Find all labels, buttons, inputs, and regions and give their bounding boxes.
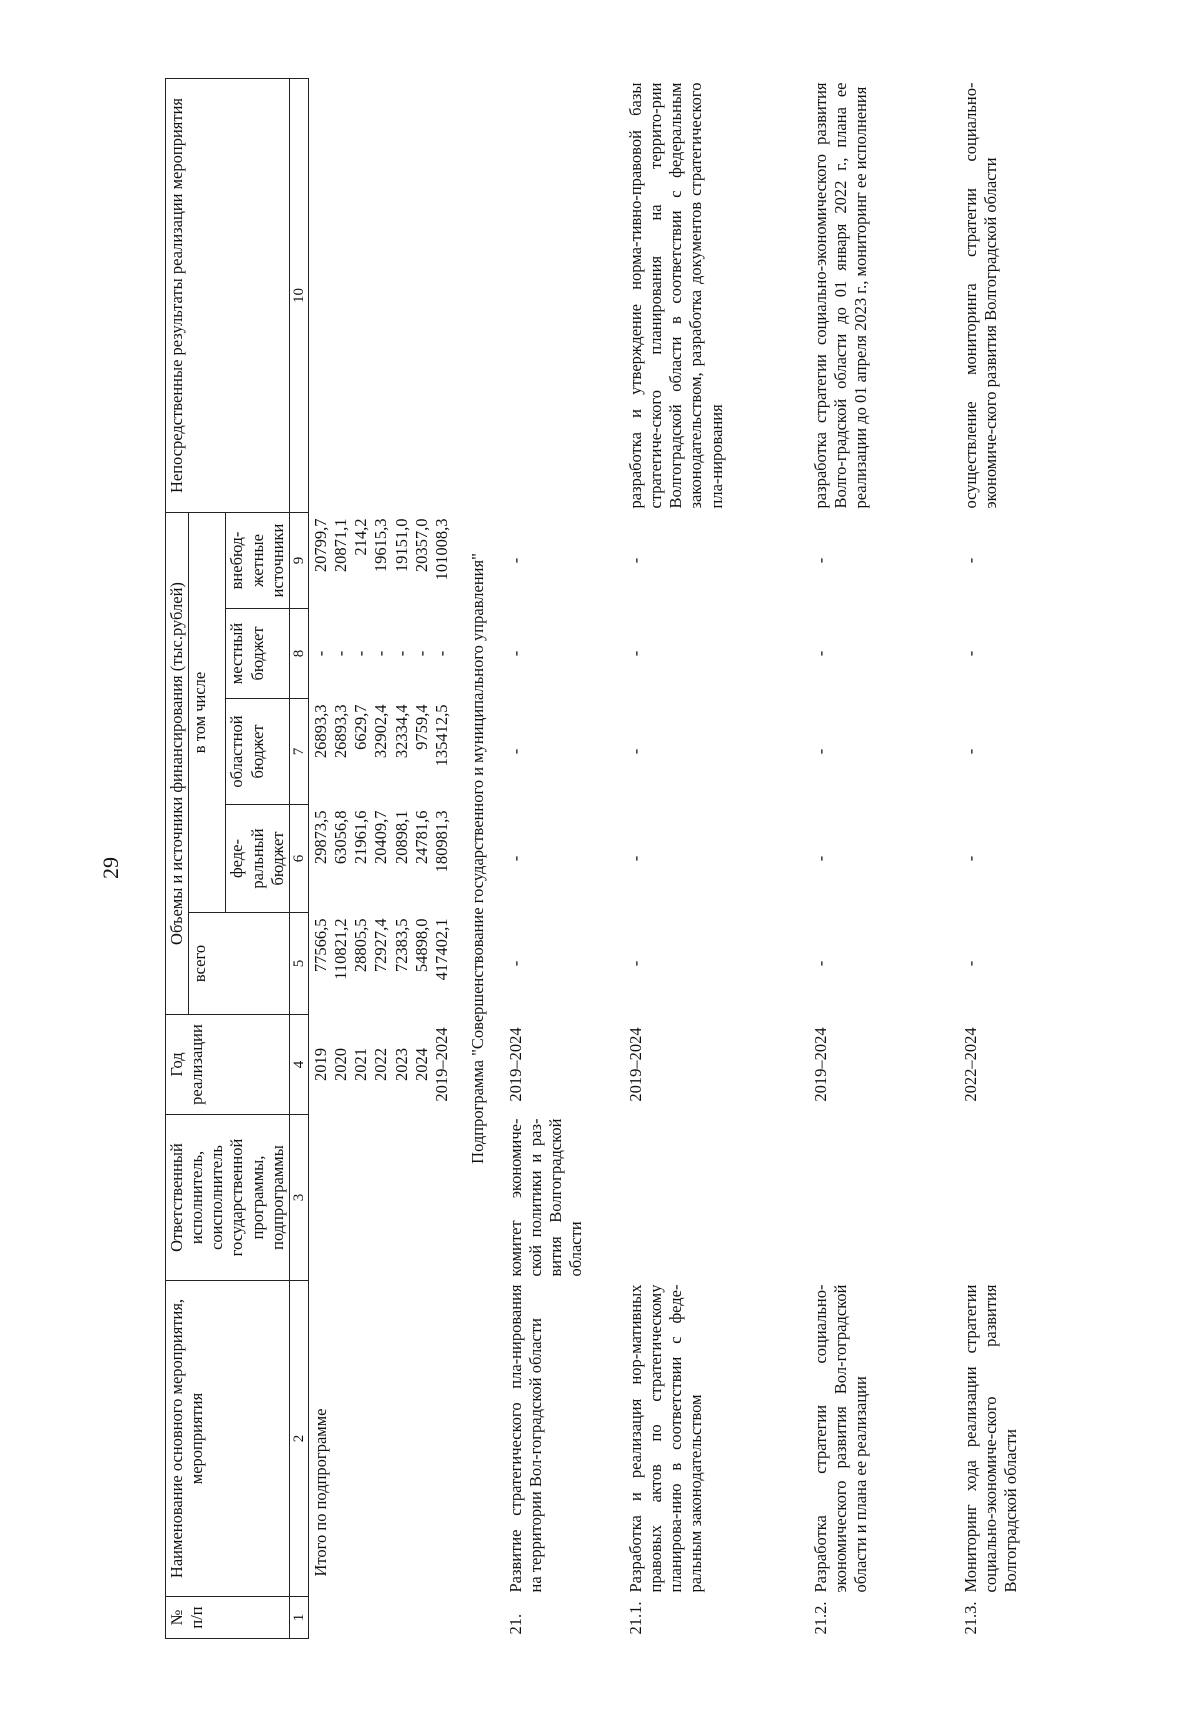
- row-num: 21.: [506, 1613, 526, 1635]
- total-row: [309, 79, 454, 1639]
- column-number-row: [289, 79, 308, 1639]
- col-number: 4: [289, 1015, 308, 1115]
- row-federal: -: [626, 855, 646, 862]
- row-executor: комитет экономиче-ской политики и раз-вития Волгоградской области: [506, 1118, 586, 1277]
- row-local: -: [626, 650, 646, 657]
- header-regional: областной бюджет: [226, 699, 289, 805]
- header-local: местный бюджет: [226, 609, 289, 699]
- col-number: 9: [289, 513, 308, 609]
- row-name: Развитие стратегического пла-нирования на территории Вол-гоградской области: [506, 1284, 546, 1593]
- col-number: 8: [289, 609, 308, 699]
- row-local: -: [961, 650, 981, 657]
- row-result: разработка стратегии социально-экономического развития Волго-градской области до 01 января 2022 г., плана ее реализации до 01 апреля 2023 г., мониторинг ее исполнения: [811, 82, 871, 509]
- row-executor: [622, 1115, 807, 1281]
- header-funding: Объемы и источники финансирования (тыс.рублей): [166, 513, 189, 1015]
- row-year: 2019–2024: [626, 1027, 646, 1102]
- col-number: 2: [289, 1281, 308, 1597]
- row-num: 21.2.: [811, 1601, 831, 1635]
- row-extrabudget: -: [961, 557, 981, 564]
- row-name: Разработка стратегии социально-экономического развития Вол-гоградской области и плана ее реализации: [811, 1284, 871, 1593]
- row-total: -: [626, 960, 646, 967]
- header-results: Непосредственные результаты реализации мероприятия: [166, 79, 290, 513]
- header-extrabudget: внебюд-жетные источники: [226, 513, 289, 609]
- row-executor: [957, 1115, 1023, 1281]
- col-number: 7: [289, 699, 308, 805]
- row-executor: [807, 1115, 957, 1281]
- total-row-extrabudget: 20799,7 20871,1 214,2 19615,3 19151,0 20357,0 101008,3: [311, 518, 451, 581]
- row-result: разработка и утверждение норма-тивно-правовой базы стратегиче-ского планирования на террито-рии Волгоградской области в соответствии с федеральным законодательством, разработка документов стратегического пла-нирования: [626, 82, 726, 509]
- row-federal: -: [506, 855, 526, 862]
- page-number: 29: [98, 857, 123, 879]
- row-year: 2022–2024: [961, 1027, 981, 1102]
- row-result: осуществление мониторинга стратегии социально-экономиче-ского развития Волгоградской области: [961, 82, 1001, 509]
- total-row-years: 2019 2020 2021 2022 2023 2024 2019–2024: [311, 1027, 451, 1102]
- header-row-1: [166, 79, 189, 1639]
- col-number: 1: [289, 1597, 308, 1639]
- header-name: Наименование основного мероприятия, мероприятия: [166, 1281, 290, 1597]
- total-row-name: Итого по подпрограмме: [311, 1408, 331, 1577]
- row-regional: -: [506, 748, 526, 755]
- col-number: 3: [289, 1115, 308, 1281]
- table-row: [502, 79, 622, 1639]
- header-executor: Ответственный исполнитель, соисполнитель государственной программы, подпрограммы: [166, 1115, 290, 1281]
- row-regional: -: [626, 748, 646, 755]
- row-name: Разработка и реализация нор-мативных правовых актов по стратегическому планирова-нию в соответствии с феде-ральным законодательством: [626, 1284, 706, 1593]
- header-num: № п/п: [166, 1597, 290, 1639]
- row-year: 2019–2024: [506, 1027, 526, 1102]
- row-extrabudget: -: [811, 557, 831, 564]
- row-result: [502, 79, 622, 513]
- total-row-regional: 26893,3 26893,3 6629,7 32902,4 32334,4 9759,4 135412,5: [311, 704, 451, 767]
- col-number: 6: [289, 805, 308, 913]
- row-local: -: [811, 650, 831, 657]
- table-row: [622, 79, 807, 1639]
- row-name: Мониторинг хода реализации стратегии социально-экономиче-ского развития Волгоградской области: [961, 1284, 1021, 1593]
- header-including: в том числе: [189, 513, 226, 913]
- row-total: -: [811, 960, 831, 967]
- row-num: 21.3.: [961, 1601, 981, 1635]
- row-federal: -: [811, 855, 831, 862]
- total-row-local: - - - - - - -: [311, 650, 451, 657]
- row-extrabudget: -: [506, 557, 526, 564]
- col-number: 5: [289, 913, 308, 1015]
- row-regional: -: [961, 748, 981, 755]
- col-number: 10: [289, 79, 308, 513]
- row-total: -: [961, 960, 981, 967]
- row-regional: -: [811, 748, 831, 755]
- header-federal: феде-ральный бюджет: [226, 805, 289, 913]
- row-year: 2019–2024: [811, 1027, 831, 1102]
- subprogram-title: Подпрограмма "Совершенствование государственного и муниципального управления": [467, 553, 487, 1164]
- row-federal: -: [961, 855, 981, 862]
- table-row: [807, 79, 957, 1639]
- subprogram-row: [454, 79, 502, 1639]
- row-total: -: [506, 960, 526, 967]
- table-row: [957, 79, 1023, 1639]
- header-total: всего: [189, 913, 290, 1015]
- header-year: Год реализации: [166, 1015, 290, 1115]
- row-num: 21.1.: [626, 1601, 646, 1635]
- funding-table: [165, 78, 1023, 1639]
- row-local: -: [506, 650, 526, 657]
- total-row-federal: 29873,5 63056,8 21961,6 20409,7 20898,1 24781,6 180981,3: [311, 810, 451, 873]
- row-extrabudget: -: [626, 557, 646, 564]
- total-row-total: 77566,5 110821,2 28805,5 72927,4 72383,5 54898,0 417402,1: [311, 918, 451, 981]
